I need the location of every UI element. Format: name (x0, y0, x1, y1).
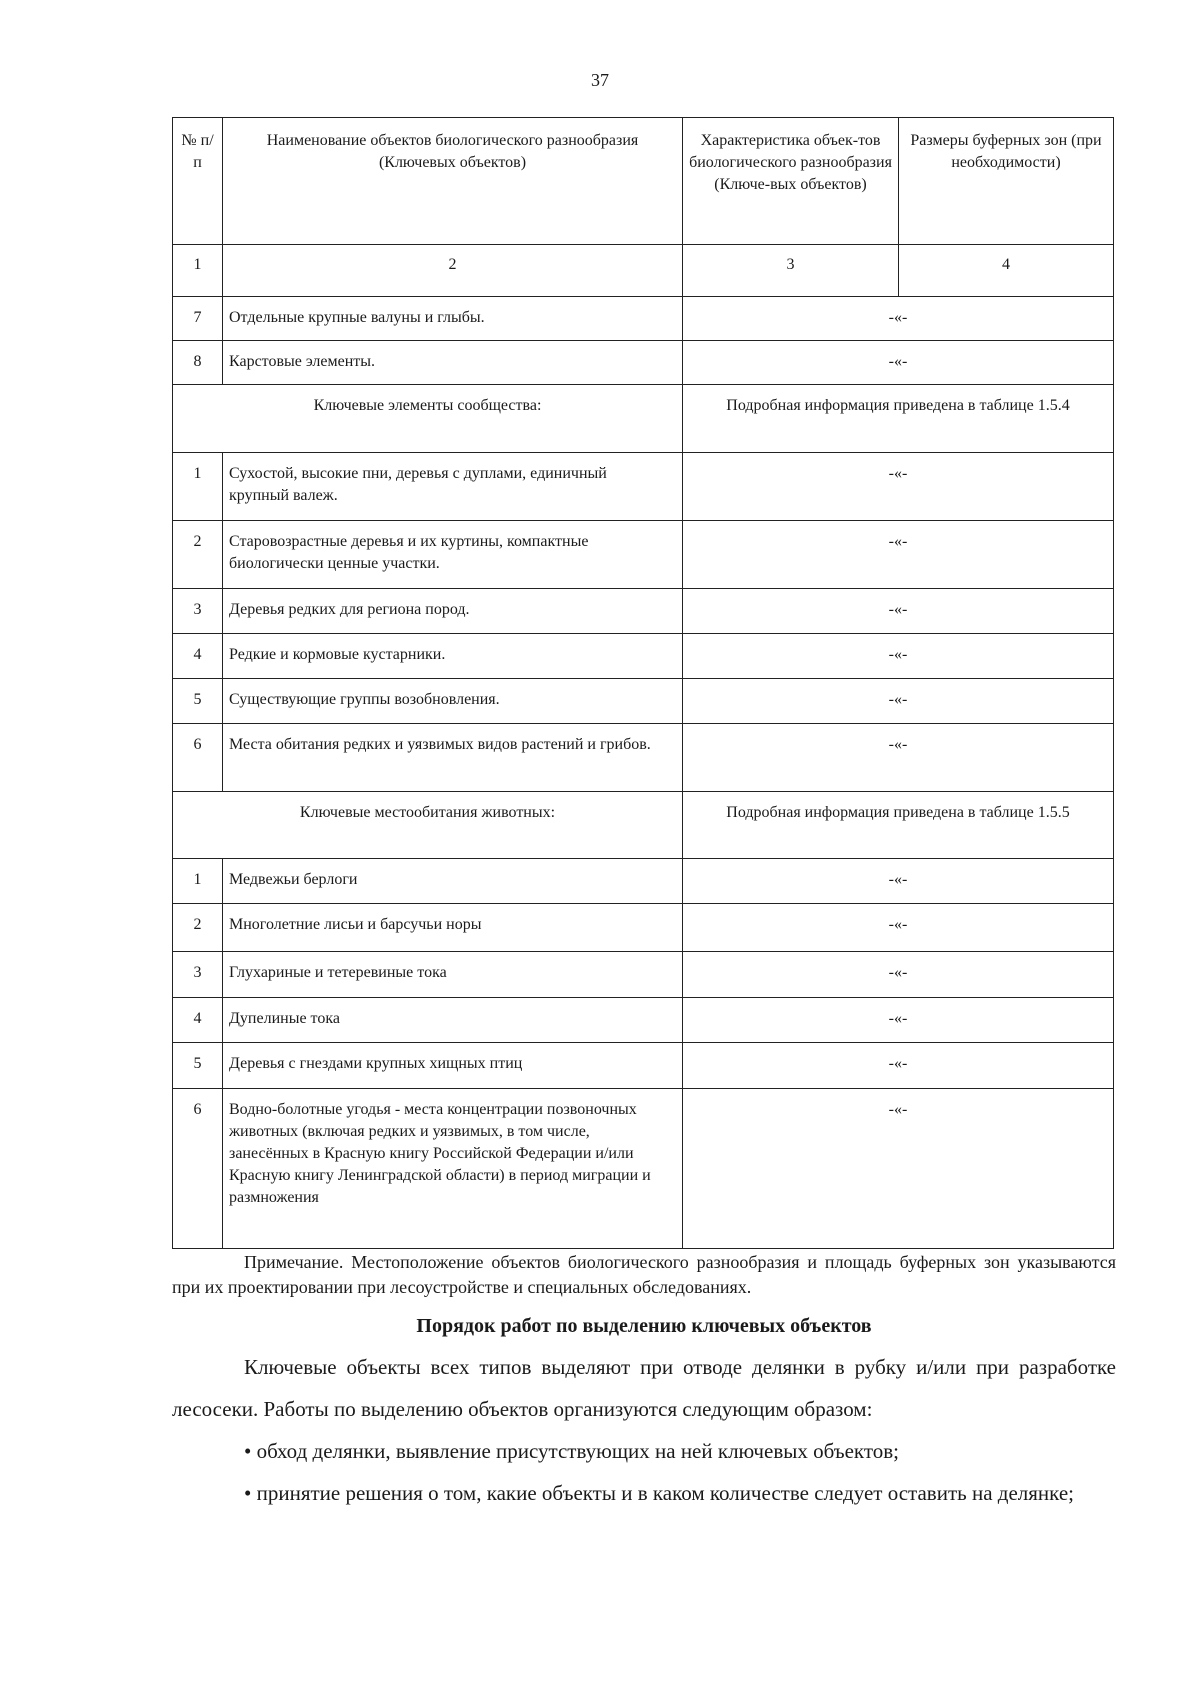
row-name: Карстовые элементы. (223, 341, 683, 385)
paragraph: Ключевые объекты всех типов выделяют при отводе делянки в рубку и/или при разработке лесосеки. Работы по выделению объектов организуются следующим образом: (172, 1355, 1116, 1421)
row-name: Многолетние лисьи и барсучьи норы (223, 904, 683, 952)
row-name: Сухостой, высокие пни, деревья с дуплами, единичный крупный валеж. (223, 453, 683, 521)
row-name: Существующие группы возобновления. (223, 679, 683, 724)
row-value: -«- (683, 1089, 1114, 1249)
row-name: Дупелиные тока (223, 998, 683, 1043)
row-index: 1 (173, 859, 223, 904)
table-header-row (173, 118, 1114, 245)
table-row (173, 297, 1114, 341)
row-value: -«- (683, 952, 1114, 998)
column-number: 4 (899, 245, 1114, 297)
row-value: -«- (683, 724, 1114, 792)
row-index: 4 (173, 998, 223, 1043)
row-value: -«- (683, 859, 1114, 904)
section-info-community: Подробная информация приведена в таблице 1.5.4 (683, 385, 1114, 453)
row-index: 8 (173, 341, 223, 385)
section-header-row (173, 385, 1114, 453)
header-buffer-zones: Размеры буферных зон (при необходимости) (899, 118, 1114, 245)
row-index: 6 (173, 724, 223, 792)
table-row (173, 998, 1114, 1043)
page-number: 37 (591, 70, 609, 90)
row-index: 3 (173, 952, 223, 998)
header-number: № п/п (173, 118, 223, 245)
row-value: -«- (683, 904, 1114, 952)
table-row (173, 952, 1114, 998)
row-index: 4 (173, 634, 223, 679)
table-row (173, 341, 1114, 385)
row-index: 2 (173, 521, 223, 589)
table-row (173, 453, 1114, 521)
table-row (173, 1043, 1114, 1089)
row-name: Деревья редких для региона пород. (223, 589, 683, 634)
bullet-item: • принятие решения о том, какие объекты и в каком количестве следует оставить на делянке; (244, 1481, 1074, 1505)
row-name: Места обитания редких и уязвимых видов растений и грибов. (223, 724, 683, 792)
body-text (172, 1346, 1116, 1514)
row-name: Редкие и кормовые кустарники. (223, 634, 683, 679)
table-row (173, 724, 1114, 792)
row-name: Глухариные и тетеревиные тока (223, 952, 683, 998)
column-number: 3 (683, 245, 899, 297)
table-row (173, 589, 1114, 634)
row-value: -«- (683, 297, 1114, 341)
table-row (173, 679, 1114, 724)
row-value: -«- (683, 1043, 1114, 1089)
bullet-item: • обход делянки, выявление присутствующих на ней ключевых объектов; (244, 1439, 900, 1463)
column-number-row (173, 245, 1114, 297)
section-info-animals: Подробная информация приведена в таблице 1.5.5 (683, 792, 1114, 859)
biodiversity-objects-table (172, 117, 1114, 1249)
row-value: -«- (683, 341, 1114, 385)
row-value: -«- (683, 453, 1114, 521)
row-name: Медвежьи берлоги (223, 859, 683, 904)
row-index: 1 (173, 453, 223, 521)
table-note: Примечание. Местоположение объектов биологического разнообразия и площадь буферных зон указываются при их проектировании при лесоустройстве и специальных обследованиях. (172, 1252, 1116, 1297)
header-object-name: Наименование объектов биологического разнообразия (Ключевых объектов) (223, 118, 683, 245)
row-name: Деревья с гнездами крупных хищных птиц (223, 1043, 683, 1089)
section-header-row (173, 792, 1114, 859)
table-row (173, 521, 1114, 589)
row-index: 3 (173, 589, 223, 634)
table-row (173, 634, 1114, 679)
row-index: 5 (173, 1043, 223, 1089)
row-index: 6 (173, 1089, 223, 1249)
row-value: -«- (683, 589, 1114, 634)
row-name: Водно-болотные угодья - места концентрации позвоночных животных (включая редких и уязвимых, в том числе, занесённых в Красную книгу Российской Федерации и/или Красную книгу Ленинградской области) в период миграции и размножения (223, 1089, 683, 1249)
row-name: Старовозрастные деревья и их куртины, компактные биологически ценные участки. (223, 521, 683, 589)
row-index: 7 (173, 297, 223, 341)
table-row (173, 904, 1114, 952)
column-number: 2 (223, 245, 683, 297)
row-name: Отдельные крупные валуны и глыбы. (223, 297, 683, 341)
row-value: -«- (683, 521, 1114, 589)
row-index: 5 (173, 679, 223, 724)
row-value: -«- (683, 998, 1114, 1043)
column-number: 1 (173, 245, 223, 297)
row-index: 2 (173, 904, 223, 952)
table-row (173, 1089, 1114, 1249)
section-title-community: Ключевые элементы сообщества: (173, 385, 683, 453)
section-heading: Порядок работ по выделению ключевых объектов (416, 1315, 872, 1337)
row-value: -«- (683, 679, 1114, 724)
row-value: -«- (683, 634, 1114, 679)
header-characteristics: Характеристика объек-тов биологического разнообразия (Ключе-вых объектов) (683, 118, 899, 245)
table-row (173, 859, 1114, 904)
section-title-animals: Ключевые местообитания животных: (173, 792, 683, 859)
